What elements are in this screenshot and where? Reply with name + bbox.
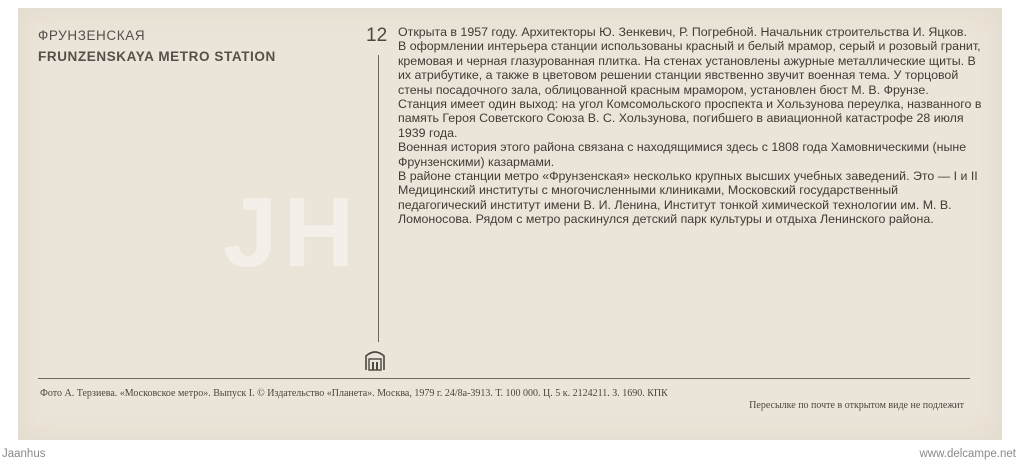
station-description bbox=[398, 25, 988, 227]
postal-note: Пересылке по почте в открытом виде не подлежит bbox=[749, 400, 964, 411]
paragraph-exit: Станция имеет один выход: на угол Комсомольского проспекта и Хользунова переулка, названного в память Героя Советского Союза В. С. Хользунова, погибшего в авиационной катастрофе 28 июля 1939 года. bbox=[398, 97, 982, 140]
seller-name: Jaanhus bbox=[2, 448, 46, 460]
publication-credits: Фото А. Терзиева. «Московское метро». Выпуск I. © Издательство «Планета». Москва, 1979 г. 24/8а-3913. Т. 100 000. Ц. 5 к. 2124211. З. 1690. КПК bbox=[40, 388, 668, 399]
site-url: www.delcampe.net bbox=[919, 448, 1016, 460]
paragraph-district: В районе станции метро «Фрунзенская» несколько крупных высших учебных заведений. Это — I и II Медицинский институты с многочисленными клиниками, Московский государственный педагогический институт имени В. И. Ленина, Институт тонкой химической технологии им. М. В. Ломоносова. Рядом с метро раскинулся детский парк культуры и отдыха Ленинского района. bbox=[398, 169, 978, 227]
postcard-back bbox=[18, 8, 1002, 440]
vertical-divider bbox=[378, 55, 379, 342]
paragraph-interior: В оформлении интерьера станции использованы красный и белый мрамор, серый и розовый гранит, кремовая и черная глазурованная плитка. На стенах установлены ажурные металлические щиты. В их атрибутике, а также в цветовом решении станции явственно звучит военная тема. У торцовой стены посадочного зала, облицованной красным мрамором, установлен бюст М. В. Фрунзе. bbox=[398, 39, 981, 97]
paragraph-history: Открыта в 1957 году. Архитекторы Ю. Зенкевич, Р. Погребной. Начальник строительства И. Яцков. bbox=[398, 25, 967, 39]
footer-divider bbox=[38, 378, 970, 379]
watermark: JH bbox=[223, 177, 361, 287]
paragraph-military-history: Военная история этого района связана с находящимися здесь с 1808 года Хамовническими (ныне Фрунзенскими) казармами. bbox=[398, 140, 967, 169]
station-title-english: FRUNZENSKAYA METRO STATION bbox=[38, 49, 276, 64]
page-number: 12 bbox=[366, 25, 388, 46]
publisher-logo-icon bbox=[364, 349, 386, 371]
station-title-russian: ФРУНЗЕНСКАЯ bbox=[38, 28, 146, 43]
